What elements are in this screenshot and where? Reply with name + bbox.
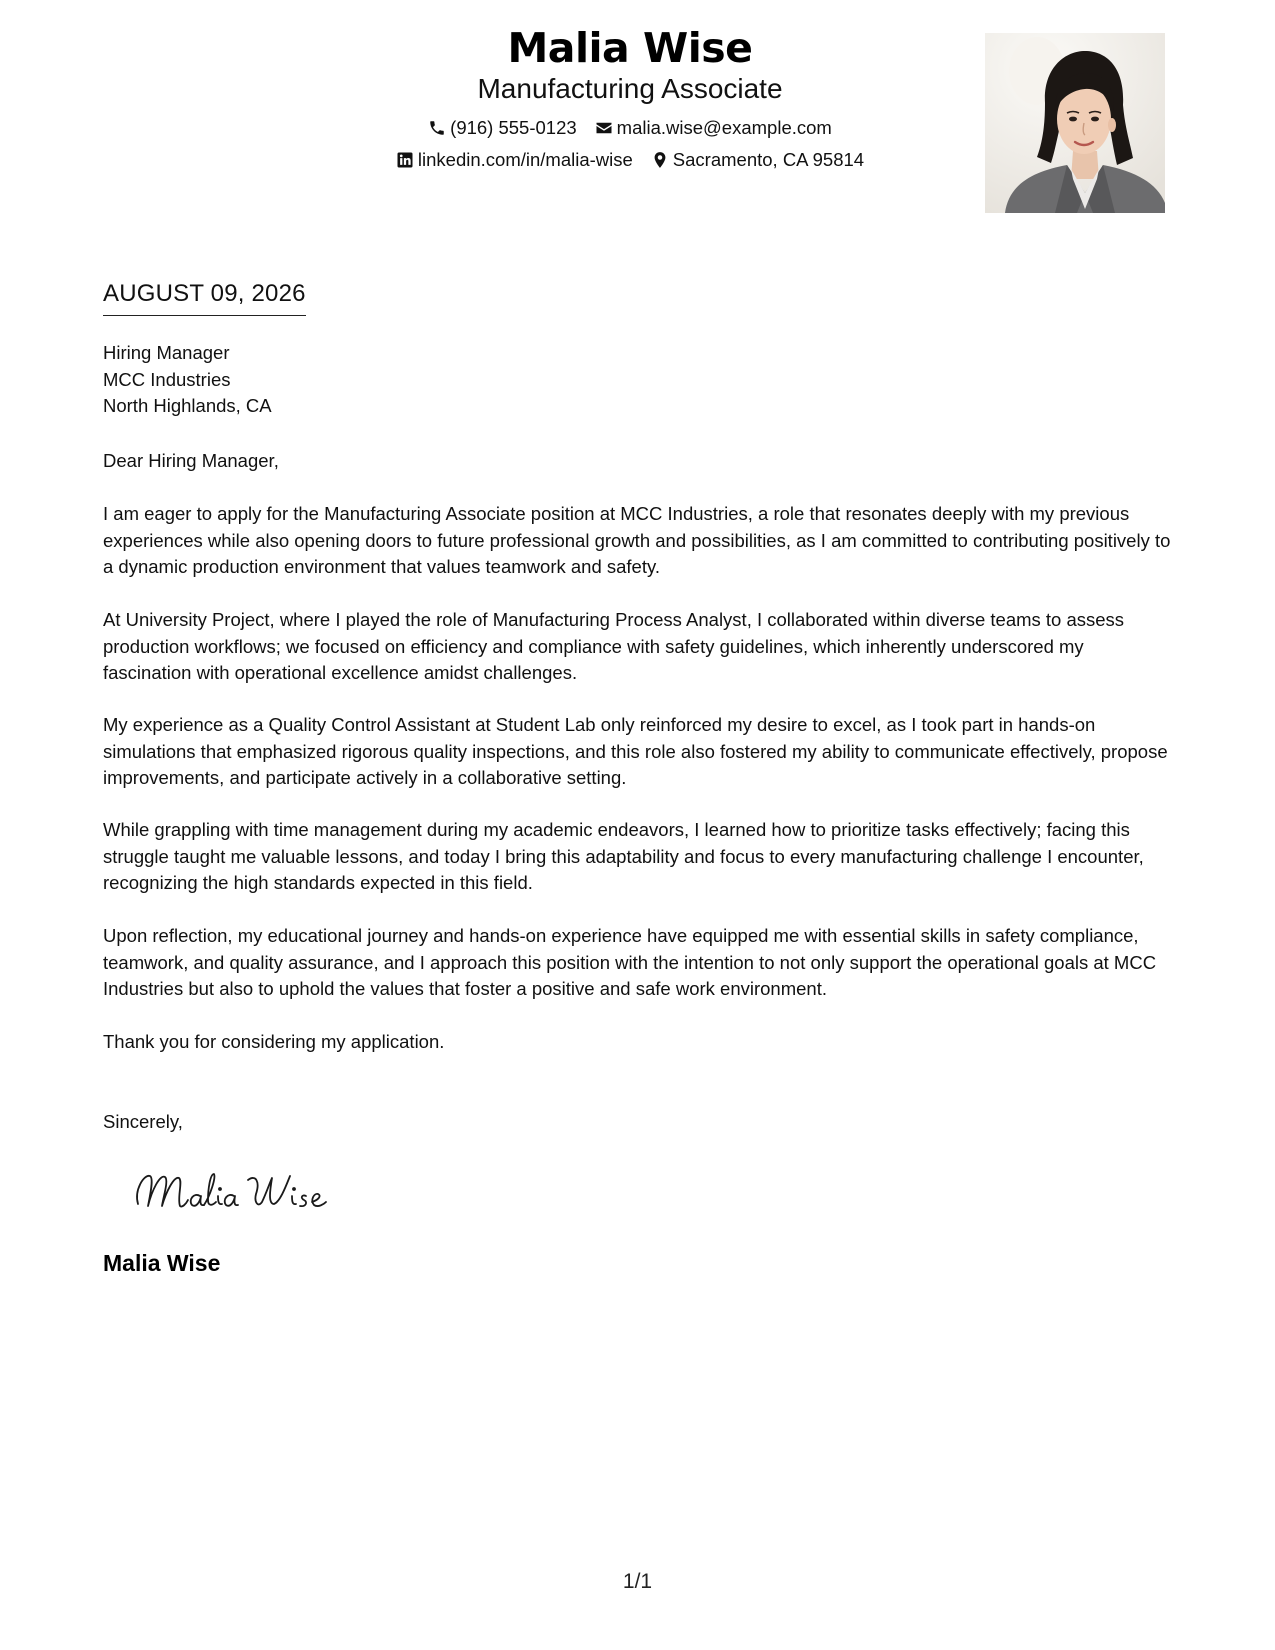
paragraph-2: At University Project, where I played the role of Manufacturing Process Analyst, I collaborated within diverse teams to assess production workflows; we focused on efficiency and compliance with safety guidelines, which inherently underscored my fascination with operational excellence amidst challenges. bbox=[103, 609, 1125, 683]
linkedin-icon bbox=[396, 151, 414, 169]
signer-name: Malia Wise bbox=[103, 1250, 221, 1276]
paragraph-1: I am eager to apply for the Manufacturing Associate position at MCC Industries, a role that resonates deeply with my previous experiences while also opening doors to future professional growth and possibilities, as I am committed to contributing positively to a dynamic production environment that values teamwork and safety. bbox=[103, 503, 1171, 577]
location-text: Sacramento, CA 95814 bbox=[672, 149, 865, 170]
envelope-icon bbox=[595, 119, 613, 137]
contact-phone bbox=[428, 116, 577, 140]
recipient-block bbox=[103, 340, 1173, 420]
phone-icon bbox=[428, 119, 446, 137]
contact-row-secondary bbox=[300, 144, 960, 176]
handwritten-signature bbox=[130, 1160, 350, 1220]
recipient-location: North Highlands, CA bbox=[103, 395, 272, 416]
thank-you-line: Thank you for considering my application. bbox=[103, 1031, 445, 1052]
linkedin-text[interactable]: linkedin.com/in/malia-wise bbox=[417, 149, 633, 170]
closing-line: Sincerely, bbox=[103, 1111, 183, 1132]
contact-location bbox=[651, 148, 864, 172]
job-title: Manufacturing Associate bbox=[477, 73, 783, 104]
contact-linkedin[interactable] bbox=[396, 148, 633, 172]
recipient-company: MCC Industries bbox=[103, 368, 231, 390]
recipient-title: Hiring Manager bbox=[103, 342, 230, 363]
phone-text: (916) 555-0123 bbox=[450, 117, 577, 138]
paragraph-3: My experience as a Quality Control Assistant at Student Lab only reinforced my desire to excel, as I took part in hands-on simulations that emphasized rigorous quality inspections, and this role also fostered my ability to communicate effectively, propose improvements, and participate actively in a collaborative setting. bbox=[103, 714, 1168, 788]
applicant-name: Malia Wise bbox=[507, 24, 753, 72]
paragraph-4: While grappling with time management during my academic endeavors, I learned how to prioritize tasks effectively; facing this struggle taught me valuable lessons, and today I bring this adaptability and focus to every manufacturing challenge I encounter, recognizing the high standards expected in this field. bbox=[103, 819, 1144, 893]
page-number: 1/1 bbox=[622, 1570, 653, 1593]
paragraph-5: Upon reflection, my educational journey and hands-on experience have equipped me with essential skills in safety compliance, teamwork, and quality assurance, and I approach this position with the intention to not only support the operational goals at MCC Industries but also to uphold the values that foster a positive and safe work environment. bbox=[103, 925, 1157, 999]
contact-row-primary bbox=[300, 112, 960, 144]
map-pin-icon bbox=[651, 151, 669, 169]
letter-header bbox=[300, 22, 960, 176]
contact-email[interactable] bbox=[595, 116, 832, 140]
salutation: Dear Hiring Manager, bbox=[103, 450, 279, 471]
email-text[interactable]: malia.wise@example.com bbox=[616, 117, 832, 138]
profile-photo bbox=[985, 33, 1165, 213]
letter-date: AUGUST 09, 2026 bbox=[103, 279, 306, 316]
